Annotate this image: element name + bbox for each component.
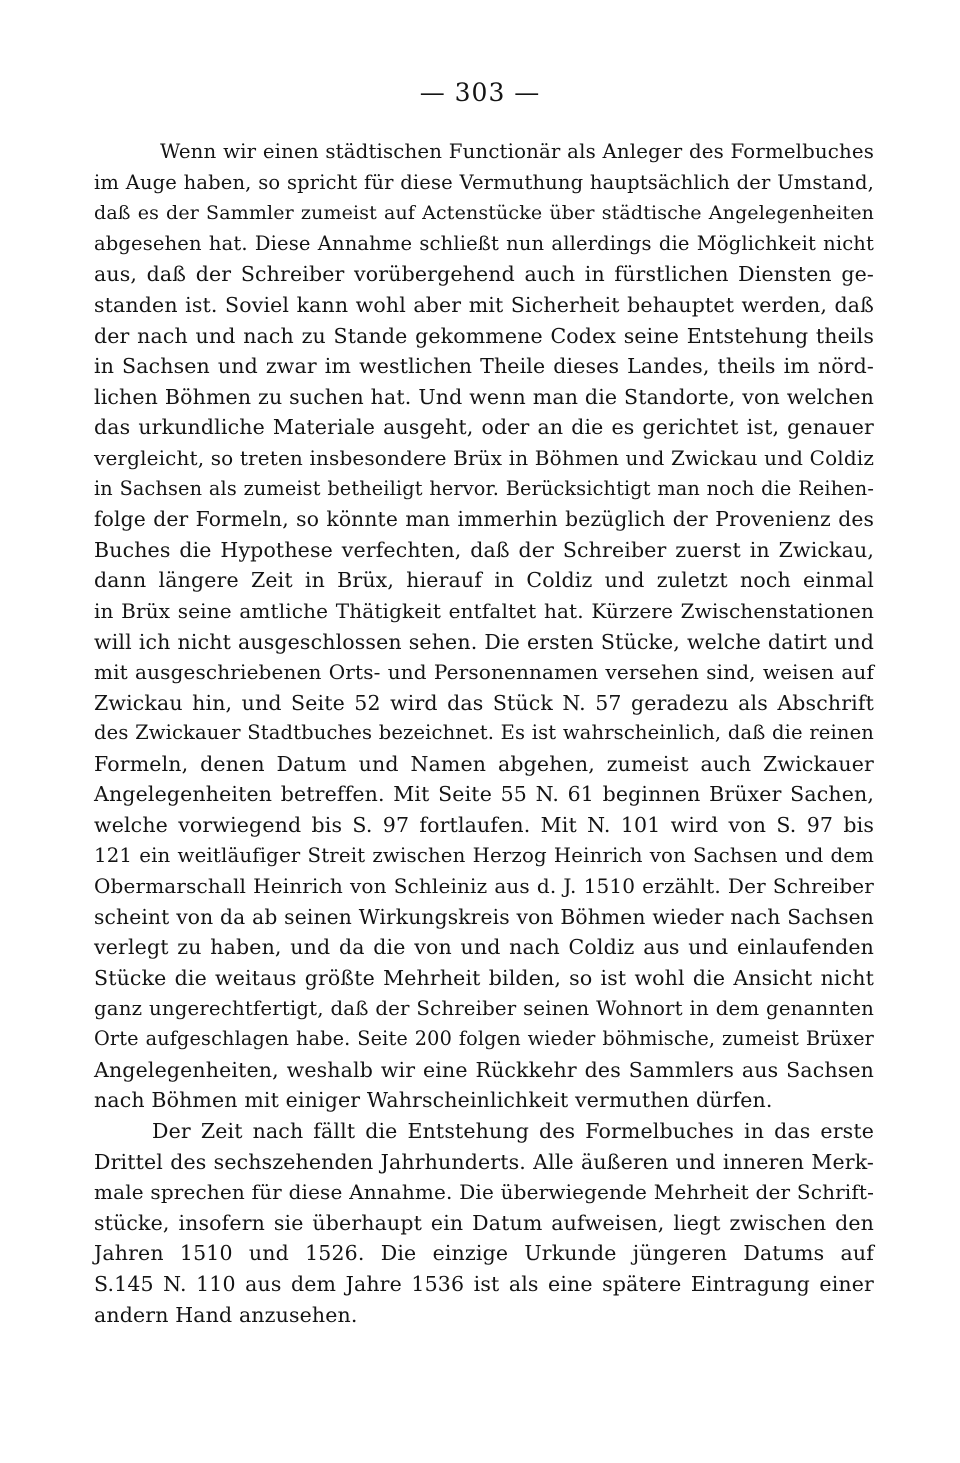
text-line: verlegt zu haben, und da die von und nach Coldiz aus und einlaufenden (94, 935, 874, 960)
text-line: im Auge haben, so spricht für diese Vermuthung hauptsächlich der Umstand, (94, 170, 874, 194)
text-line: abgesehen hat. Diese Annahme schließt nun allerdings die Möglichkeit nicht (94, 231, 874, 255)
text-line: scheint von da ab seinen Wirkungskreis von Böhmen wieder nach Sachsen (94, 904, 874, 929)
text-line: Stücke die weitaus größte Mehrheit bilden, so ist wohl die Ansicht nicht (94, 966, 874, 991)
text-line: ganz ungerechtfertigt, daß der Schreiber seinen Wohnort in dem genannten (94, 996, 874, 1020)
text-line: will ich nicht ausgeschlossen sehen. Die ersten Stücke, welche datirt und (94, 629, 874, 654)
body-text (94, 137, 874, 1330)
text-line: andern Hand anzusehen. (94, 1302, 358, 1327)
text-line: stücke, insofern sie überhaupt ein Datum aufweisen, liegt zwischen den (94, 1210, 874, 1235)
text-line: welche vorwiegend bis S. 97 fortlaufen. Mit N. 101 wird von S. 97 bis (94, 813, 874, 838)
text-line: in Sachsen als zumeist betheiligt hervor. Berücksichtigt man noch die Reihen- (94, 476, 874, 500)
paragraph-2 (94, 1116, 874, 1330)
text-line: dann längere Zeit in Brüx, hierauf in Coldiz und zuletzt noch einmal (94, 568, 874, 593)
text-line: des Zwickauer Stadtbuches bezeichnet. Es ist wahrscheinlich, daß die reinen (94, 721, 874, 745)
text-line: nach Böhmen mit einiger Wahrscheinlichkeit vermuthen dürfen. (94, 1088, 773, 1113)
text-line: Zwickau hin, und Seite 52 wird das Stück N. 57 geradezu als Abschrift (94, 690, 874, 715)
text-line: vergleicht, so treten insbesondere Brüx in Böhmen und Zwickau und Coldiz (94, 445, 875, 470)
text-line: lichen Böhmen zu suchen hat. Und wenn man die Standorte, von welchen (94, 384, 874, 409)
paragraph-1 (94, 137, 874, 1116)
text-line: Drittel des sechszehenden Jahrhunderts. Alle äußeren und inneren Merk- (94, 1149, 874, 1174)
text-line: Obermarschall Heinrich von Schleiniz aus d. J. 1510 erzählt. Der Schreiber (94, 874, 874, 899)
text-line: das urkundliche Materiale ausgeht, oder an die es gerichtet ist, genauer (94, 415, 874, 440)
text-line: der nach und nach zu Stande gekommene Codex seine Entstehung theils (94, 323, 874, 348)
text-line: standen ist. Soviel kann wohl aber mit Sicherheit behauptet werden, daß (94, 292, 874, 317)
text-line: daß es der Sammler zumeist auf Actenstücke über städtische Angelegenheiten (94, 202, 874, 225)
text-line: Wenn wir einen städtischen Functionär als Anleger des Formelbuches (160, 140, 874, 163)
text-line: mit ausgeschriebenen Orts- und Personennamen versehen sind, weisen auf (94, 660, 874, 685)
text-line: Der Zeit nach fällt die Entstehung des Formelbuches in das erste (152, 1119, 874, 1143)
text-line: Buches die Hypothese verfechten, daß der Schreiber zuerst in Zwickau, (94, 537, 874, 562)
text-line: Angelegenheiten betreffen. Mit Seite 55 N. 61 beginnen Brüxer Sachen, (94, 782, 874, 807)
page-number: — 303 — (419, 78, 541, 107)
text-line: folge der Formeln, so könnte man immerhin bezüglich der Provenienz des (94, 507, 874, 532)
text-line: in Sachsen und zwar im westlichen Theile dieses Landes, theils im nörd- (94, 354, 874, 379)
text-line: Formeln, denen Datum und Namen abgehen, zumeist auch Zwickauer (94, 751, 874, 776)
text-line: 121 ein weitläufiger Streit zwischen Herzog Heinrich von Sachsen und dem (94, 843, 874, 867)
text-line: Angelegenheiten, weshalb wir eine Rückkehr des Sammlers aus Sachsen (94, 1057, 874, 1082)
text-line: Orte aufgeschlagen habe. Seite 200 folgen wieder böhmische, zumeist Brüxer (94, 1027, 874, 1051)
text-line: Jahren 1510 und 1526. Die einzige Urkunde jüngeren Datums auf (94, 1241, 874, 1266)
text-line: in Brüx seine amtliche Thätigkeit entfaltet hat. Kürzere Zwischenstationen (94, 598, 874, 623)
text-line: S.145 N. 110 aus dem Jahre 1536 ist als eine spätere Eintragung einer (94, 1271, 874, 1296)
text-line: male sprechen für diese Annahme. Die überwiegende Mehrheit der Schrift- (94, 1180, 874, 1205)
text-line: aus, daß der Schreiber vorübergehend auch in fürstlichen Diensten ge- (94, 262, 874, 287)
